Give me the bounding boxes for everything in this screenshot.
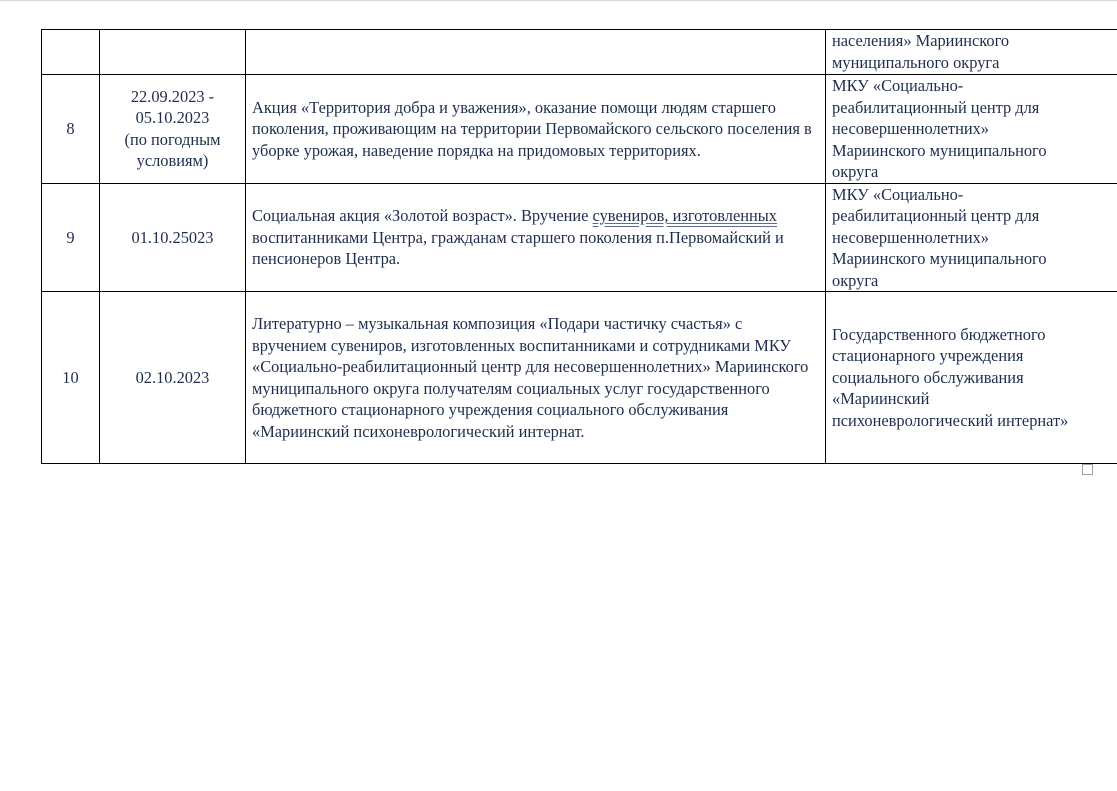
events-table	[41, 29, 1117, 464]
table-row-9	[42, 183, 1117, 292]
row-number-cell: 8	[42, 75, 100, 184]
table-row-10	[42, 292, 1117, 464]
date-cell	[100, 183, 246, 292]
organizer-line: округа	[832, 162, 879, 181]
organizer-line: несовершеннолетних»	[832, 119, 990, 138]
organizer-line: МКУ «Социально-	[832, 76, 964, 95]
spellcheck-underlined-text: сувениров, изготовленных	[592, 206, 777, 225]
description-cell	[246, 30, 826, 75]
table-row-continuation	[42, 30, 1117, 75]
organizer-line: МКУ «Социально-	[832, 184, 964, 204]
organizer-cell	[826, 292, 1117, 464]
description-text: Социальная акция «Золотой возраст». Вручение	[252, 206, 593, 225]
description-cell: Акция «Территория добра и уважения», оказание помощи людям старшего поколения, проживающим на территории Первомайского сельского поселения в уборке урожая, наведение порядка на придомовых территориях.	[246, 75, 826, 184]
organizer-cell	[826, 30, 1117, 75]
date-line: условиям)	[136, 151, 209, 171]
date-line: 01.10.25023	[131, 227, 214, 247]
date-line: (по погодным	[124, 129, 221, 149]
date-cell	[100, 75, 246, 184]
description-text: воспитанниками Центра, гражданам старшего поколения п.Первомайский и пенсионеров Центра.	[252, 227, 784, 268]
organizer-line: «Мариинский	[832, 389, 930, 409]
organizer-line: округа	[832, 270, 879, 290]
organizer-line: Мариинского муниципального	[832, 249, 1047, 268]
organizer-line: несовершеннолетних»	[832, 227, 990, 247]
date-line: 05.10.2023	[135, 108, 210, 128]
organizer-cell	[826, 75, 1117, 184]
organizer-line: психоневрологический интернат»	[832, 410, 1069, 430]
table-end-marker-icon[interactable]	[1082, 464, 1093, 475]
organizer-line: Мариинского муниципального	[832, 140, 1047, 160]
organizer-line: муниципального округа	[832, 52, 1000, 72]
organizer-line: реабилитационный центр для	[832, 97, 1040, 117]
organizer-line: Государственного бюджетного	[832, 324, 1046, 344]
organizer-line: реабилитационный центр для	[832, 206, 1040, 225]
row-number-cell	[42, 30, 100, 75]
row-number-cell: 10	[42, 292, 100, 464]
date-cell	[100, 292, 246, 464]
description-cell	[246, 183, 826, 292]
table-row-8	[42, 75, 1117, 184]
description-cell: Литературно – музыкальная композиция «Подари частичку счастья» с вручением сувениров, изготовленных воспитанниками и сотрудниками МКУ «Социально-реабилитационный центр для несовершеннолетних» Мариинского муниципального округа получателям социальных услуг государственного бюджетного стационарного учреждения социального обслуживания «Мариинский психоневрологический интернат.	[246, 292, 826, 464]
date-line: 02.10.2023	[135, 367, 210, 387]
organizer-cell	[826, 183, 1117, 292]
date-cell	[100, 30, 246, 75]
organizer-line: социального обслуживания	[832, 367, 1024, 387]
row-number-cell: 9	[42, 183, 100, 292]
organizer-line: населения» Мариинского	[832, 31, 1010, 50]
date-line: 22.09.2023 -	[130, 86, 215, 106]
organizer-line: стационарного учреждения	[832, 346, 1024, 366]
